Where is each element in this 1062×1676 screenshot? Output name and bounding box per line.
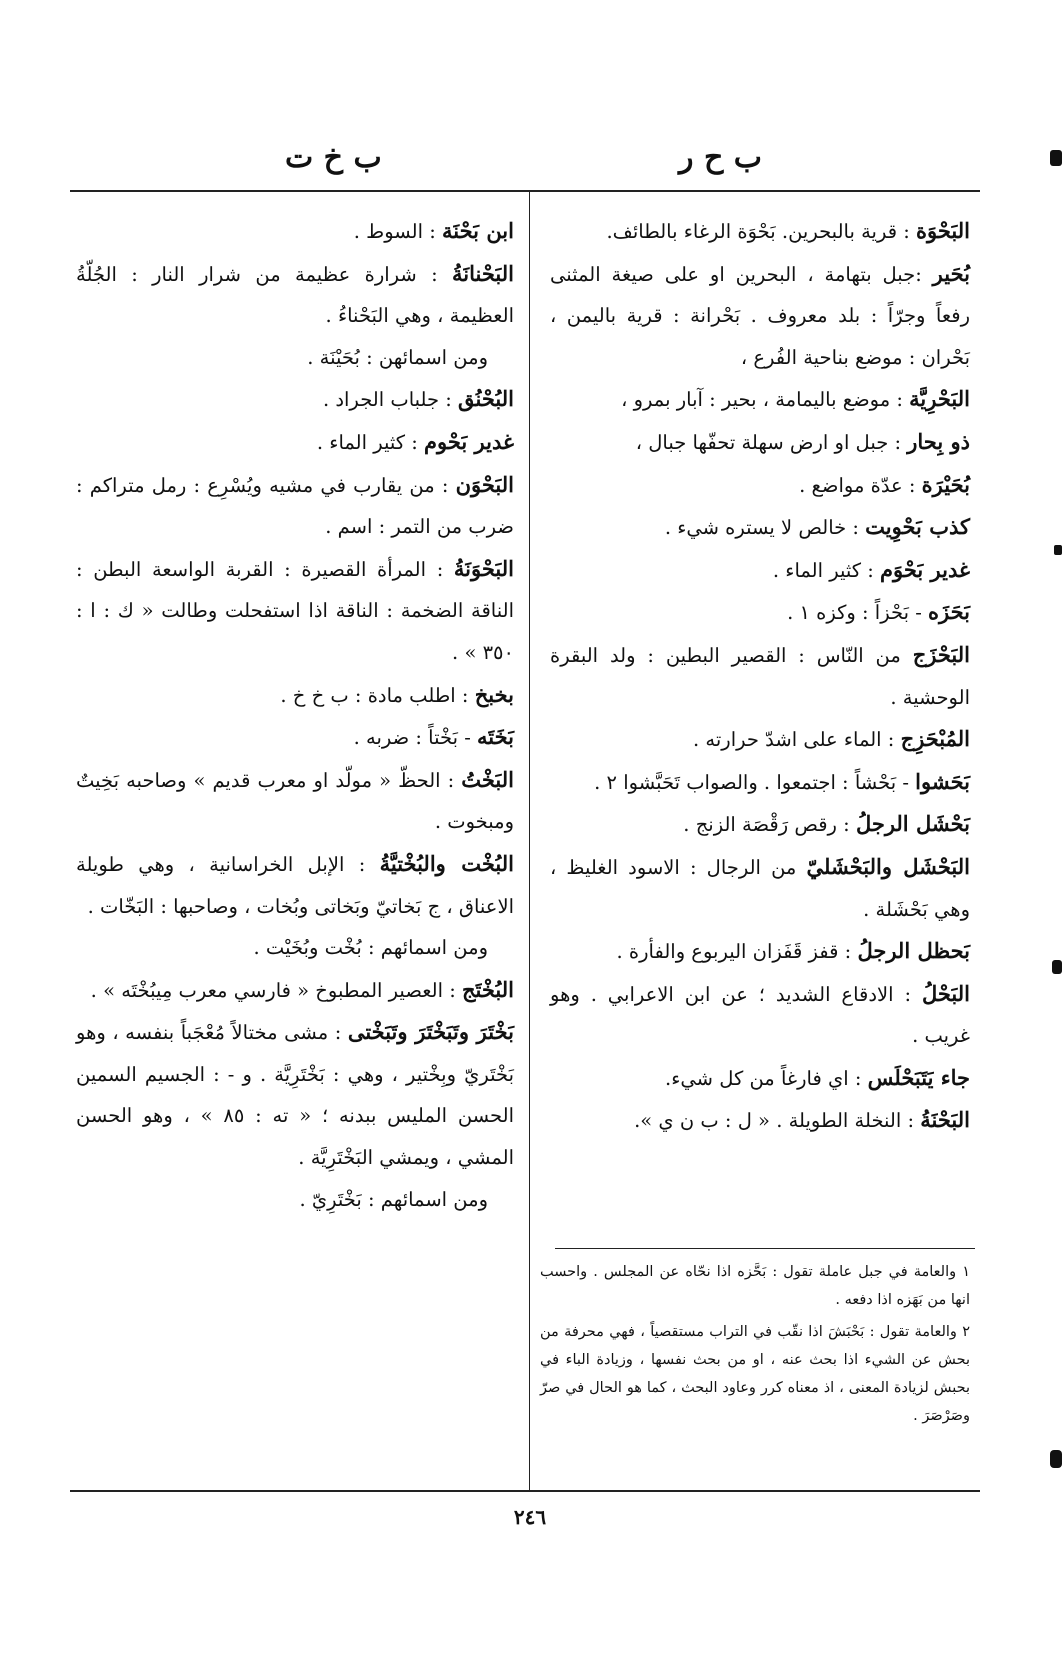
entry-definition: : موضع باليمامة ، بحير : آبار بمرو ، bbox=[621, 388, 903, 412]
entry-definition: : الماء على اشدّ حرارته . bbox=[693, 728, 895, 752]
dictionary-entry bbox=[550, 761, 970, 804]
entry-headword: جاء يَتَبَحْلَس bbox=[867, 1064, 970, 1090]
dictionary-entry bbox=[550, 421, 970, 464]
entry-definition: - بَخْتاً : ضربه . bbox=[353, 726, 471, 750]
entry-definition: : جبل او ارض سهلة تحفّها جبال ، bbox=[635, 430, 902, 454]
entry-definition: : المرأة القصيرة : القربة الواسعة البطن : الناقة الضخمة : الناقة اذا استفحلت وطالت « ك : ا : ٣٥٠ » . bbox=[76, 557, 514, 664]
entry-headword: بَحَزَه bbox=[928, 599, 970, 625]
dictionary-entry bbox=[76, 843, 514, 927]
entry-headword: غدير بَحْوَم bbox=[880, 556, 970, 582]
entry-definition: ومن اسمائهن : بُحَيْنَة . bbox=[307, 345, 488, 369]
footnote bbox=[540, 1318, 970, 1430]
dictionary-entry bbox=[76, 716, 514, 759]
running-header-left: ب خ ت bbox=[285, 140, 382, 175]
entry-headword: البَحْشَل والبَحْشَليّ bbox=[806, 853, 971, 879]
dictionary-entry bbox=[550, 591, 970, 634]
entry-headword: البَخْتُ bbox=[461, 766, 514, 792]
entry-headword: المُبْحَزِج bbox=[900, 726, 970, 752]
entry-headword: البَحْنَةُ bbox=[920, 1107, 970, 1133]
entry-definition: : السوط . bbox=[353, 220, 436, 243]
entry-headword: البَحْزَج bbox=[912, 641, 970, 667]
dictionary-entry bbox=[76, 378, 514, 421]
dictionary-entry bbox=[550, 210, 970, 253]
left-column bbox=[76, 210, 514, 1220]
entry-definition: : قرية بالبحرين. بَحْوَة الرغاء بالطائف. bbox=[606, 220, 910, 243]
dictionary-entry bbox=[76, 927, 514, 969]
entry-headword: البَحْوَة bbox=[916, 218, 970, 243]
dictionary-entry bbox=[76, 464, 514, 548]
dictionary-entry bbox=[76, 548, 514, 674]
entry-headword: البَحْنانَةُ bbox=[452, 260, 514, 286]
dictionary-entry bbox=[550, 973, 970, 1057]
entry-definition: : خالص لا يستره شيء . bbox=[664, 516, 859, 540]
entry-definition: : الادقاع الشديد ؛ عن ابن الاعرابي . وهو غريب . bbox=[550, 982, 970, 1048]
entry-definition: : الإبل الخراسانية ، وهي طويلة الاعناق ، ج بَخاتيّ وبَخاتى وبُخات ، وصاحبها : البَخّات . bbox=[76, 852, 514, 918]
entry-definition: : الحظّ « مولّد او معرب قديم » وصاحبه بَخِيتٌ ومبخوت . bbox=[76, 768, 514, 834]
entry-headword: ابن بَحْنَة bbox=[442, 218, 514, 243]
footnote-number: ٢ bbox=[962, 1324, 970, 1340]
entry-definition: :جبل بتهامة ، البحرين او على صيغة المثنى رفعاً وجرّاً : بلد معروف . بَحْرانة : قرية باليمن ، بَحْران : موضع بناحية الفُرع ، bbox=[550, 262, 970, 369]
dictionary-entry bbox=[550, 549, 970, 592]
entry-definition: : النخلة الطويلة . « ل : ب ن ي ». bbox=[634, 1109, 915, 1133]
entry-headword: بَحَشوا bbox=[915, 768, 970, 794]
footnote bbox=[540, 1258, 970, 1314]
entry-headword: كذب بَحْوِيت bbox=[865, 514, 970, 540]
scan-edge-mark bbox=[1054, 545, 1062, 555]
dictionary-entry bbox=[550, 1057, 970, 1100]
entry-headword: ذو بِحار bbox=[907, 428, 970, 454]
entry-definition: : مشى مختالاً مُعْجَباً بنفسه ، وهو بَخْتَريّ وبِخْتير ، وهي : بَخْتَرِيَّة . و - : الجسيم السمين الحسن المليس ببدنه ؛ « ته : ٨٥ » ، وهو الحسن المشي ، ويمشي البَخْتَرِيَّة . bbox=[76, 1021, 515, 1170]
entry-definition: : اطلب مادة : ب خ خ . bbox=[280, 683, 469, 707]
dictionary-entry bbox=[550, 718, 970, 761]
dictionary-entry bbox=[76, 210, 514, 253]
scan-edge-mark bbox=[1052, 960, 1062, 974]
entry-headword: البُخْت والبُخْتيَّةُ bbox=[379, 850, 514, 876]
dictionary-entry bbox=[76, 969, 514, 1012]
entry-headword: البَحْوَن bbox=[455, 471, 515, 497]
footnote-number: ١ bbox=[962, 1264, 971, 1280]
footer-rule bbox=[70, 1490, 980, 1492]
scan-edge-mark bbox=[1050, 1450, 1062, 1468]
dictionary-entry bbox=[550, 378, 970, 421]
footnote-text: والعامة تقول : بَحْبَشَ اذا نقّب في التراب مستقصياً ، فهي محرفة من بحش عن الشيء اذا بحث عنه ، او من بحث نفسها ، وزيادة الباء في بحبش لزيادة المعنى ، اذ معناه كرر وعاود البحث ، كما هو الحال في صرّ وصَرْصَرَ . bbox=[540, 1324, 970, 1424]
header-rule bbox=[70, 190, 980, 192]
entry-definition: : جلباب الجراد . bbox=[322, 388, 452, 412]
entry-definition: : شرارة عظيمة من شرار النار : الجُلّةُ العظيمة ، وهي البَحْناءُ . bbox=[76, 262, 514, 328]
entry-headword: بخبخ bbox=[474, 681, 514, 707]
dictionary-entry bbox=[550, 1099, 970, 1142]
entry-definition: : عدّة مواضع . bbox=[799, 473, 916, 497]
entry-definition: من النّاس : القصير البطين : ولد البقرة الوحشية . bbox=[550, 643, 970, 709]
dictionary-entry bbox=[550, 253, 970, 379]
entry-headword: بَخْتَرَ وتَبَخْتَرَ وتَبَخْتى bbox=[347, 1019, 514, 1045]
footnotes bbox=[540, 1258, 970, 1434]
footnote-text: والعامة في جبل عاملة تقول : بَحَّزه اذا نحّاه عن المجلس . واحسب انها من بَهَزه اذا دفعه . bbox=[540, 1264, 970, 1308]
scan-edge-mark bbox=[1050, 150, 1062, 166]
column-divider bbox=[529, 190, 530, 1490]
page-number: ٢٤٦ bbox=[513, 1505, 547, 1529]
dictionary-entry bbox=[76, 337, 514, 379]
dictionary-entry bbox=[76, 674, 514, 717]
entry-definition: : اي فارغاً من كل شيء. bbox=[665, 1066, 862, 1090]
entry-definition: من الرجال : الاسود الغليظ ، وهي بَحْشَلة . bbox=[550, 855, 970, 921]
entry-definition: : من يقارب في مشيه ويُسْرِع : رمل متراكم : ضرب من التمر : اسم . bbox=[76, 473, 514, 539]
right-column bbox=[550, 210, 970, 1142]
entry-definition: : العصير المطبوخ « فارسي معرب مِيبُخْتَه » . bbox=[90, 978, 456, 1002]
entry-headword: البَحْوَنَةُ bbox=[453, 555, 514, 581]
dictionary-entry bbox=[550, 634, 970, 718]
entry-definition: ومن اسمائهم : بَخْتَرِيّ . bbox=[299, 1187, 488, 1211]
entry-headword: بُحَيْرَة bbox=[921, 471, 970, 497]
entry-definition: ومن اسمائهم : بُخْت وبُخَيْت . bbox=[253, 936, 488, 960]
entry-headword: البُخْتَج bbox=[461, 976, 514, 1002]
dictionary-entry bbox=[76, 1011, 514, 1178]
entry-headword: البَحْرِيَّة bbox=[909, 386, 970, 412]
entry-headword: البَحْلُ bbox=[921, 980, 970, 1006]
entry-definition: : رقص رَقْصَة الزنج . bbox=[683, 813, 850, 837]
dictionary-entry bbox=[76, 253, 514, 337]
dictionary-entry bbox=[550, 930, 970, 973]
dictionary-entry bbox=[550, 803, 970, 846]
entry-definition: - بَحْزاً : وكزه ١ . bbox=[787, 601, 922, 625]
entry-headword: البُحْنُق bbox=[458, 386, 514, 412]
footnote-rule bbox=[555, 1248, 975, 1249]
entry-headword: بَحظل الرجلُ bbox=[857, 938, 970, 964]
entry-headword: بَحْشَل الرجلُ bbox=[855, 811, 970, 837]
entry-definition: - بَحْشاً : اجتمعوا . والصواب تَحَبَّشوا ٢ . bbox=[594, 770, 909, 794]
entry-definition: : قفز قَفَزان اليربوع والفأرة . bbox=[616, 940, 852, 964]
dictionary-entry bbox=[76, 1179, 514, 1221]
dictionary-entry bbox=[550, 464, 970, 507]
entry-headword: غدير بَحْوم bbox=[424, 428, 514, 454]
entry-definition: : كثير الماء . bbox=[772, 558, 874, 582]
entry-headword: بَخَتَه bbox=[477, 724, 514, 750]
entry-definition: : كثير الماء . bbox=[316, 430, 418, 454]
dictionary-entry bbox=[550, 506, 970, 549]
dictionary-entry bbox=[76, 421, 514, 464]
dictionary-entry bbox=[550, 846, 970, 930]
running-header-right: ب ح ر bbox=[679, 140, 762, 175]
dictionary-entry bbox=[76, 759, 514, 843]
entry-headword: بُحَير bbox=[932, 260, 970, 286]
